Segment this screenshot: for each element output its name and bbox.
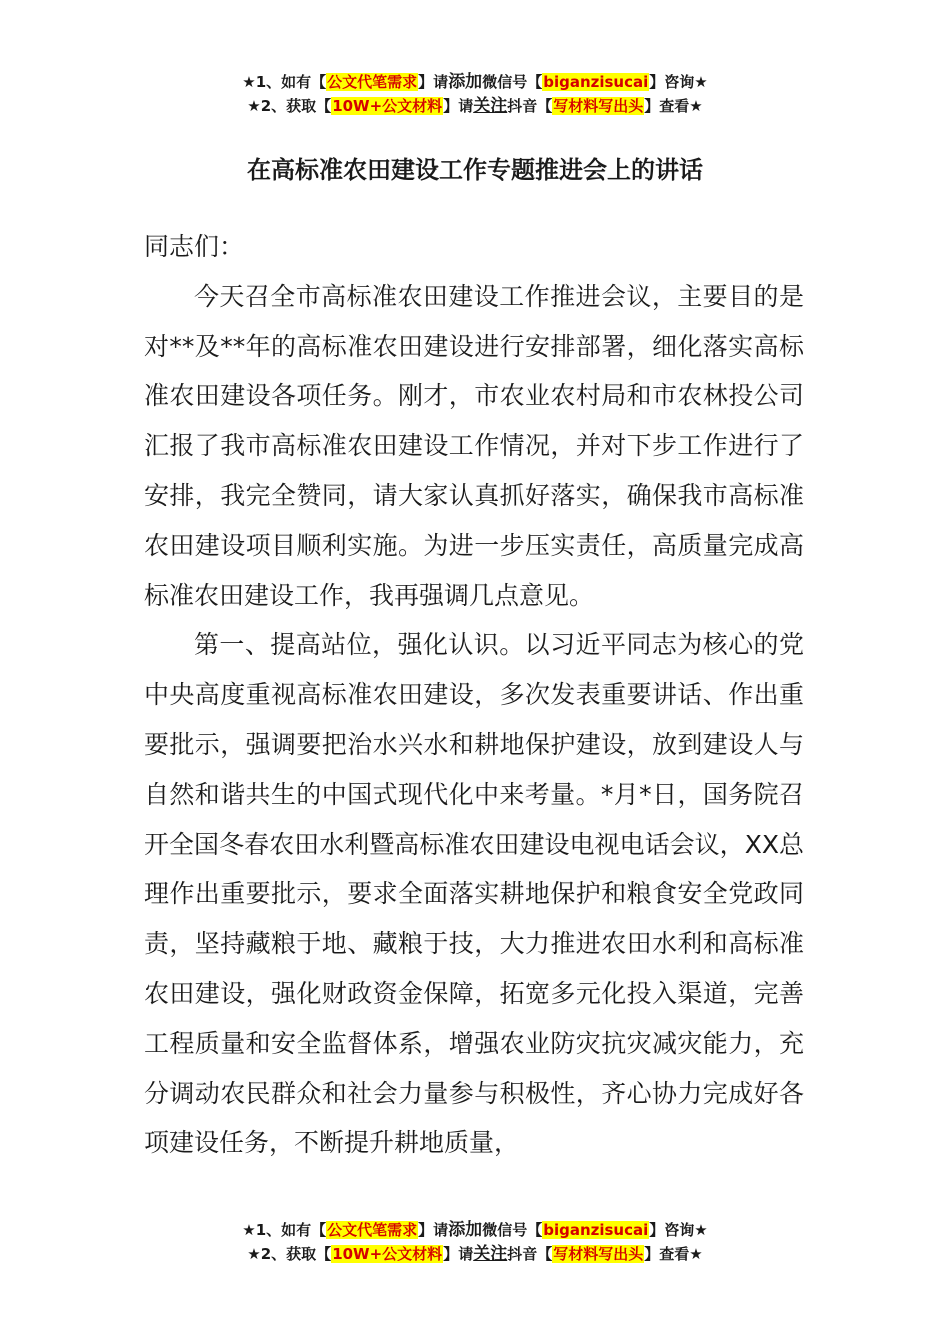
- banner-highlight: 10W+公文材料: [332, 1245, 443, 1263]
- banner-text: 】咨询★: [649, 1221, 708, 1239]
- banner-text: 】请: [443, 97, 474, 115]
- banner-text: 】查看★: [644, 1245, 703, 1263]
- banner-text: ★2、获取【: [247, 1245, 332, 1263]
- banner-line-1: [0, 70, 950, 94]
- banner-highlight: 公文代笔需求: [327, 73, 418, 91]
- banner-text: 抖音【: [507, 97, 553, 115]
- banner-text: 抖音【: [507, 1245, 553, 1263]
- banner-text: 微信号【: [482, 73, 543, 91]
- banner-highlight: 写材料写出头: [553, 1245, 644, 1263]
- banner-highlight: biganzisucai: [543, 1221, 649, 1239]
- document-title: 在高标准农田建设工作专题推进会上的讲话: [247, 156, 703, 184]
- banner-text: ★1、如有【: [242, 1221, 327, 1239]
- banner-text: 】请: [418, 1221, 449, 1239]
- banner-highlight: 10W+公文材料: [332, 97, 443, 115]
- banner-text: 】请: [418, 73, 449, 91]
- header-banner: [0, 70, 950, 118]
- banner-text: 】请: [443, 1245, 474, 1263]
- banner-text: 】咨询★: [649, 73, 708, 91]
- banner-highlight: biganzisucai: [543, 73, 649, 91]
- body-paragraph: 第一、提高站位，强化认识。以习近平同志为核心的党中央高度重视高标准农田建设，多次发表重要讲话、作出重要批示，强调要把治水兴水和耕地保护建设，放到建设人与自然和谐共生的中国式现代化中来考量。*月*日，国务院召开全国冬春农田水利暨高标准农田建设电视电话会议，XX总理作出重要批示，要求全面落实耕地保护和粮食安全党政同责，坚持藏粮于地、藏粮于技，大力推进农田水利和高标准农田建设，强化财政资金保障，拓宽多元化投入渠道，完善工程质量和安全监督体系，增强农业防灾抗灾减灾能力，充分调动农民群众和社会力量参与积极性，齐心协力完成好各项建设任务，不断提升耕地质量，: [144, 630, 804, 1158]
- banner-emphasis: 关注: [473, 96, 508, 116]
- banner-emphasis: 添加: [448, 72, 483, 92]
- banner-highlight: 公文代笔需求: [327, 1221, 418, 1239]
- footer-banner: [0, 1218, 950, 1266]
- body-paragraph: 今天召全市高标准农田建设工作推进会议，主要目的是对**及**年的高标准农田建设进行安排部署，细化落实高标准农田建设各项任务。刚才，市农业农村局和市农林投公司汇报了我市高标准农田建设工作情况，并对下步工作进行了安排，我完全赞同，请大家认真抓好落实，确保我市高标准农田建设项目顺利实施。为进一步压实责任，高质量完成高标准农田建设工作，我再强调几点意见。: [144, 281, 804, 610]
- banner-line-2: [0, 1242, 950, 1266]
- banner-highlight: 写材料写出头: [553, 97, 644, 115]
- document-body: [144, 222, 804, 1168]
- banner-emphasis: 关注: [473, 1244, 508, 1264]
- banner-line-1: [0, 1218, 950, 1242]
- banner-emphasis: 添加: [448, 1220, 483, 1240]
- banner-line-2: [0, 94, 950, 118]
- banner-text: ★1、如有【: [242, 73, 327, 91]
- banner-text: ★2、获取【: [247, 97, 332, 115]
- salutation: 同志们：: [144, 232, 245, 261]
- banner-text: 微信号【: [482, 1221, 543, 1239]
- banner-text: 】查看★: [644, 97, 703, 115]
